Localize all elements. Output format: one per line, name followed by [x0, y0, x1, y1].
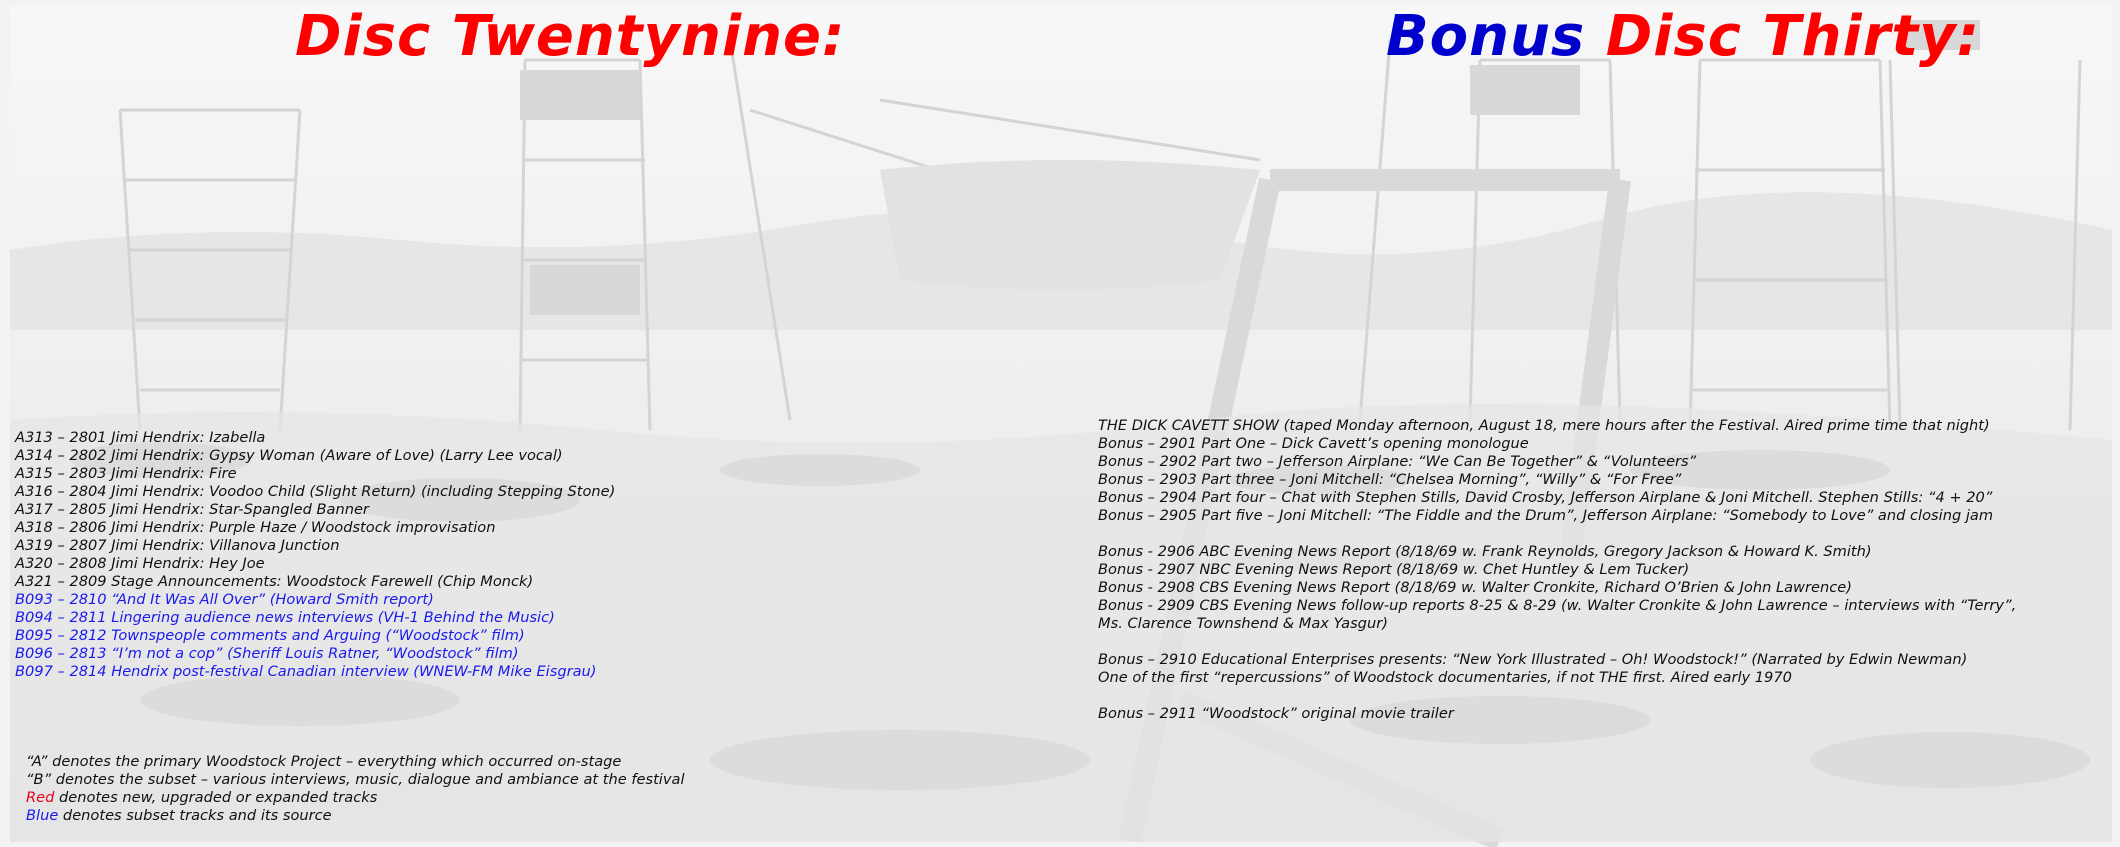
bonus-line: One of the first “repercussions” of Woodstock documentaries, if not THE first. Aired early 1970	[1098, 669, 1792, 686]
track-item: A318 – 2806 Jimi Hendrix: Purple Haze / Woodstock improvisation	[15, 519, 496, 536]
bonus-disc-thirty-track-list	[1098, 417, 2016, 723]
spacer	[1098, 525, 2016, 543]
bonus-line: Ms. Clarence Townshend & Max Yasgur)	[1098, 615, 1388, 632]
bonus-line: Bonus – 2905 Part five – Joni Mitchell: “The Fiddle and the Drum”, Jefferson Airplane: “Somebody to Love” and closing jam	[1098, 507, 1994, 524]
bonus-word: Bonus	[1386, 4, 1586, 69]
bonus-line: Bonus – 2902 Part two – Jefferson Airplane: “We Can Be Together” & “Volunteers”	[1098, 453, 1697, 470]
legend-b-line: “B” denotes the subset – various interviews, music, dialogue and ambiance at the festival	[26, 771, 685, 788]
bonus-line: Bonus - 2908 CBS Evening News Report (8/18/69 w. Walter Cronkite, Richard O’Brien & John Lawrence)	[1098, 579, 1852, 596]
bonus-line: Bonus - 2907 NBC Evening News Report (8/18/69 w. Chet Huntley & Lem Tucker)	[1098, 561, 1690, 578]
spacer	[1098, 687, 2016, 705]
legend-red-word: Red	[26, 789, 55, 806]
disc-twentynine-track-list	[15, 429, 615, 681]
bonus-line: Bonus – 2901 Part One – Dick Cavett’s opening monologue	[1098, 435, 1529, 452]
bonus-line: Bonus - 2909 CBS Evening News follow-up reports 8-25 & 8-29 (w. Walter Cronkite & John Lawrence – interviews with “Terry”,	[1098, 597, 2017, 614]
disc-twentynine-title: Disc Twentynine:	[295, 4, 846, 69]
spacer	[1098, 633, 2016, 651]
track-item: B093 – 2810 “And It Was All Over” (Howard Smith report)	[15, 591, 434, 608]
bonus-line: Bonus – 2911 “Woodstock” original movie trailer	[1098, 705, 1454, 722]
bonus-line: THE DICK CAVETT SHOW (taped Monday afternoon, August 18, mere hours after the Festival. Aired prime time that night)	[1098, 417, 1990, 434]
legend-blue-text: denotes subset tracks and its source	[58, 807, 332, 824]
legend-red-line	[26, 789, 685, 807]
track-item: B094 – 2811 Lingering audience news interviews (VH-1 Behind the Music)	[15, 609, 555, 626]
track-item: A319 – 2807 Jimi Hendrix: Villanova Junction	[15, 537, 340, 554]
bonus-line: Bonus - 2906 ABC Evening News Report (8/18/69 w. Frank Reynolds, Gregory Jackson & Howard K. Smith)	[1098, 543, 1872, 560]
legend-red-text: denotes new, upgraded or expanded tracks	[54, 789, 378, 806]
track-item: B097 – 2814 Hendrix post-festival Canadian interview (WNEW-FM Mike Eisgrau)	[15, 663, 597, 680]
track-item: A316 – 2804 Jimi Hendrix: Voodoo Child (Slight Return) (including Stepping Stone)	[15, 483, 616, 500]
track-item: A313 – 2801 Jimi Hendrix: Izabella	[15, 429, 266, 446]
track-item: A315 – 2803 Jimi Hendrix: Fire	[15, 465, 237, 482]
track-item: B095 – 2812 Townspeople comments and Arguing (“Woodstock” film)	[15, 627, 525, 644]
legend-a-line: “A” denotes the primary Woodstock Project – everything which occurred on-stage	[26, 753, 622, 770]
track-item: A320 – 2808 Jimi Hendrix: Hey Joe	[15, 555, 265, 572]
bonus-line: Bonus – 2903 Part three – Joni Mitchell: “Chelsea Morning”, “Willy” & “For Free”	[1098, 471, 1682, 488]
track-item: A314 – 2802 Jimi Hendrix: Gypsy Woman (Aware of Love) (Larry Lee vocal)	[15, 447, 563, 464]
bonus-line: Bonus – 2910 Educational Enterprises presents: “New York Illustrated – Oh! Woodstock!” (Narrated by Edwin Newman)	[1098, 651, 1968, 668]
legend	[26, 753, 685, 825]
bonus-line: Bonus – 2904 Part four – Chat with Stephen Stills, David Crosby, Jefferson Airplane & Joni Mitchell. Stephen Stills: “4 + 20”	[1098, 489, 1993, 506]
track-item: A321 – 2809 Stage Announcements: Woodstock Farewell (Chip Monck)	[15, 573, 534, 590]
disc-thirty-words: Disc Thirty:	[1605, 4, 1980, 69]
track-item: B096 – 2813 “I’m not a cop” (Sheriff Louis Ratner, “Woodstock” film)	[15, 645, 519, 662]
legend-blue-word: Blue	[26, 807, 59, 824]
bonus-disc-thirty-title	[1386, 2, 1980, 72]
track-item: A317 – 2805 Jimi Hendrix: Star-Spangled Banner	[15, 501, 369, 518]
legend-blue-line	[26, 807, 685, 825]
